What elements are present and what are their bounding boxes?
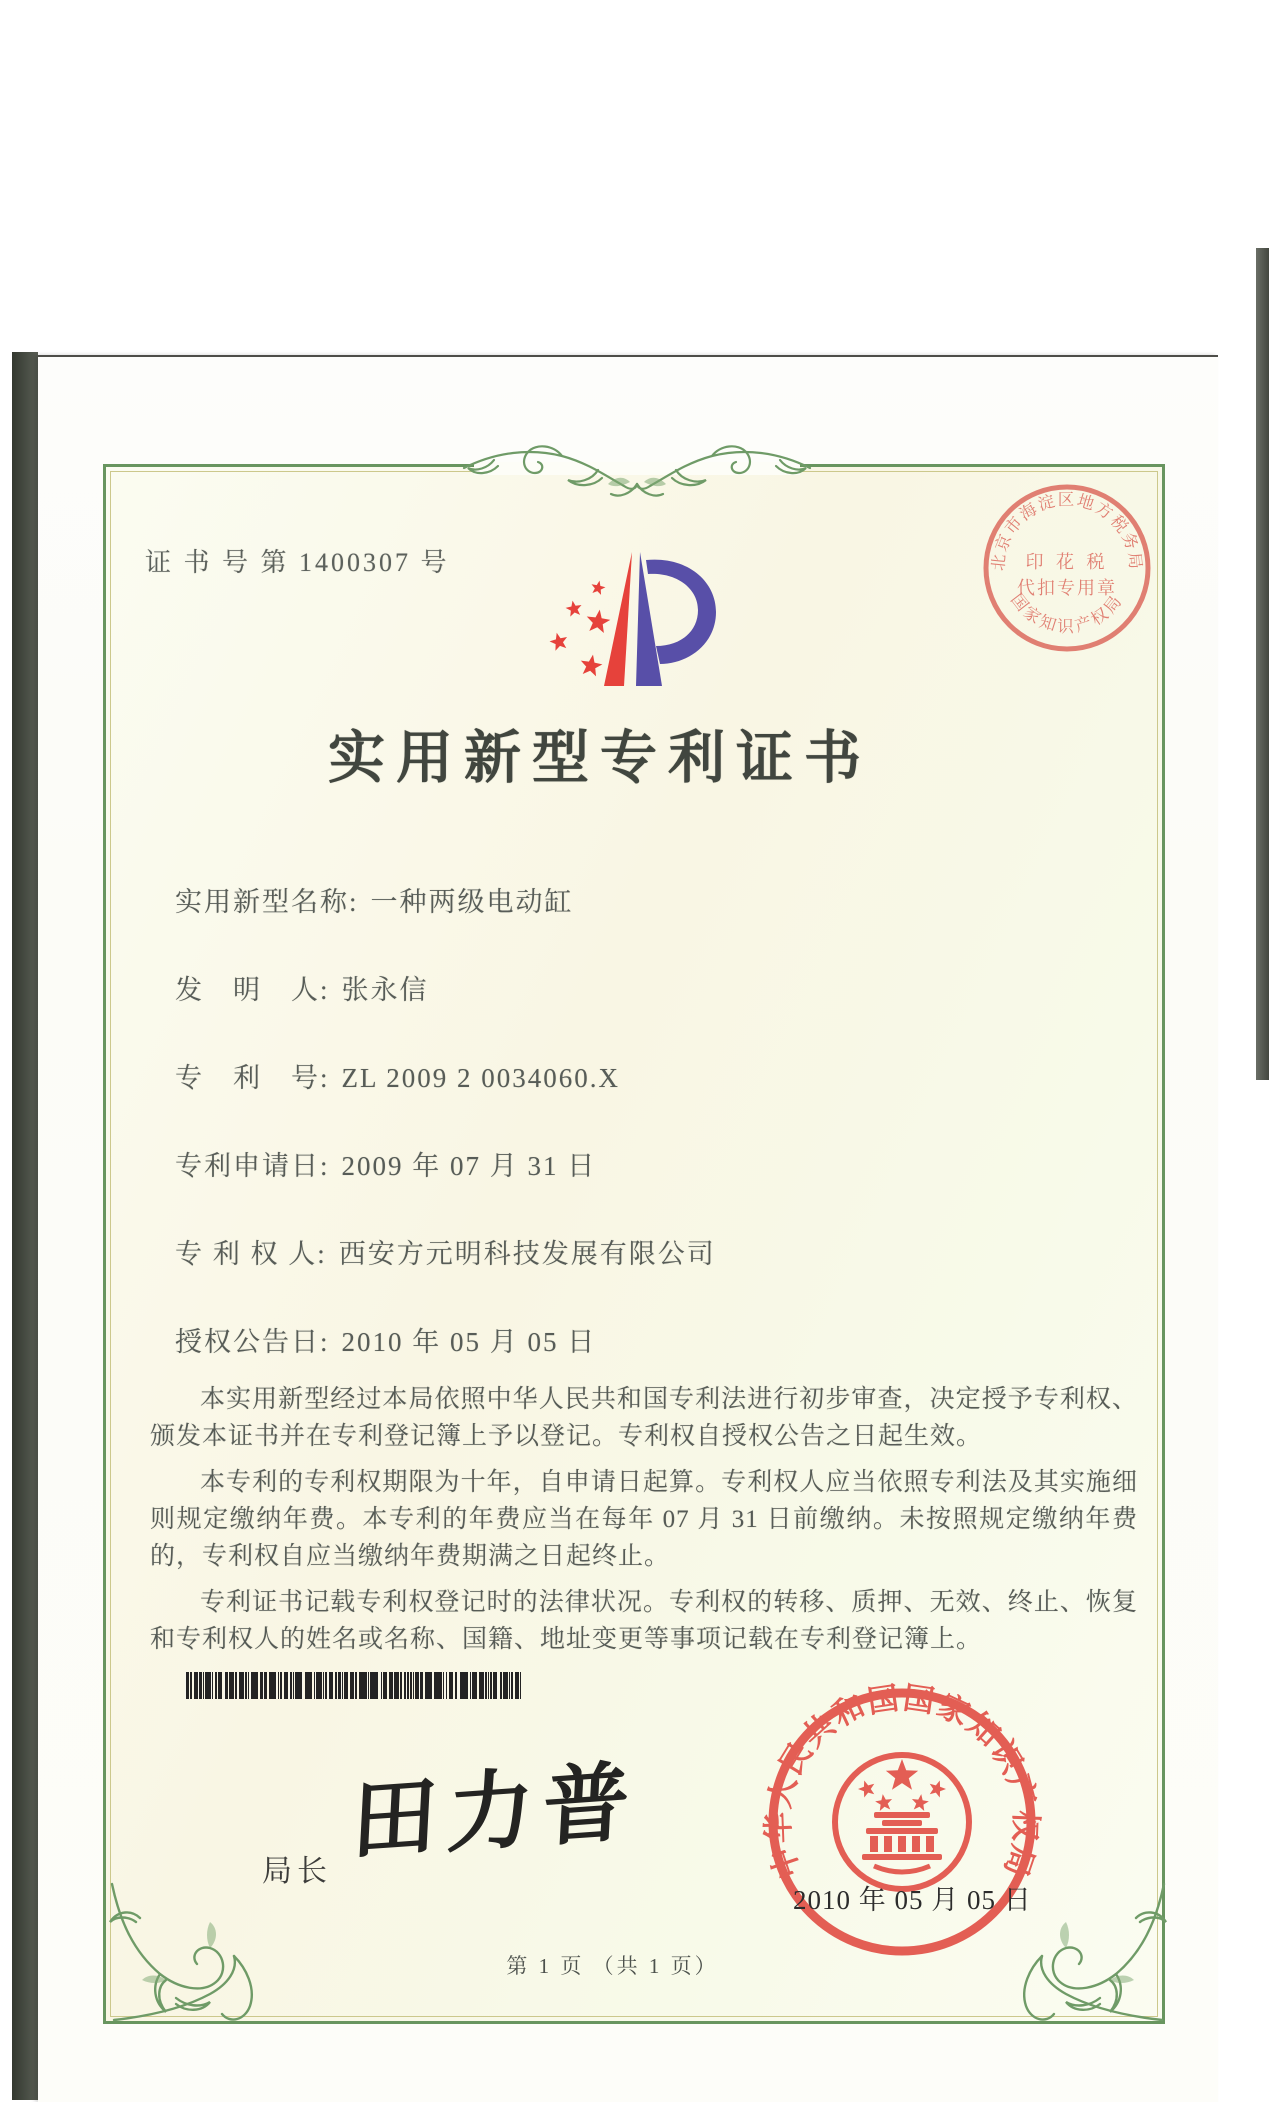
field-value: 2009 年 07 月 31 日 [341,1151,597,1181]
field-label: 发 明 人: [175,975,330,1005]
tax-stamp [967,468,1167,668]
field-value: 一种两级电动缸 [370,887,574,917]
director-signature: 田力普 [348,1750,642,1873]
barcode [185,1672,521,1699]
tax-stamp-center-line1: 印 花 税 [1025,552,1109,572]
tax-stamp-ring-top-text: 北京市海淀区地方税务局 [988,490,1146,572]
cnipa-office-seal [752,1672,1052,1972]
legal-paragraph: 本专利的专利权期限为十年，自申请日起算。专利权人应当依照专利法及其实施细则规定缴纳年费。本专利的年费应当在每年 07 月 31 日前缴纳。未按照规定缴纳年费的，专利权自应当缴纳年费期满之日起终止。 [150,1469,1138,1570]
director-role-label: 局长 [262,1855,332,1888]
office-seal-ring-text: 中华人民共和国国家知识产权局 [760,1680,1044,1884]
field-label: 实用新型名称: [175,887,359,917]
seal-date: 2010 年 05 月 05 日 [793,1885,1032,1915]
legal-paragraph: 专利证书记载专利权登记时的法律状况。专利权的转移、质押、无效、终止、恢复和专利权人的姓名或名称、国籍、地址变更等事项记载在专利登记簿上。 [150,1589,1138,1653]
field-label: 专 利 权 人: [175,1239,327,1269]
tax-stamp-center-line2: 代扣专用章 [1017,578,1117,598]
legal-paragraph: 本实用新型经过本局依照中华人民共和国专利法进行初步审查，决定授予专利权、颁发本证书并在专利登记簿上予以登记。专利权自授权公告之日起生效。 [150,1386,1138,1450]
border-ornament-top [458,440,816,502]
field-label: 专利申请日: [175,1151,330,1181]
certificate-title: 实用新型专利证书 [328,727,872,790]
field-label: 专 利 号: [175,1063,330,1093]
book-spine-edge [12,352,38,2100]
field-inventor [175,968,429,1007]
field-value: 西安方元明科技发展有限公司 [338,1239,716,1269]
cnipa-logo-icon [548,546,720,698]
legal-text-block [150,1381,1138,1667]
field-grant-date [175,1320,596,1359]
field-value: 张永信 [341,975,429,1005]
page-number: 第 1 页 （共 1 页） [506,1954,719,1978]
field-utility-model-name [175,880,574,919]
certificate-number: 证 书 号 第 1400307 号 [145,548,450,577]
field-filing-date [175,1144,596,1183]
field-value: 2010 年 05 月 05 日 [341,1327,597,1357]
field-label: 授权公告日: [175,1327,330,1357]
field-value: ZL 2009 2 0034060.X [341,1063,620,1093]
field-patentee [175,1232,716,1271]
scan-edge-right [1256,248,1269,1080]
field-patent-number [175,1056,620,1095]
national-emblem-icon [835,1755,969,1889]
tax-stamp-ring-bottom-text: 国家知识产权局 [1007,589,1127,636]
